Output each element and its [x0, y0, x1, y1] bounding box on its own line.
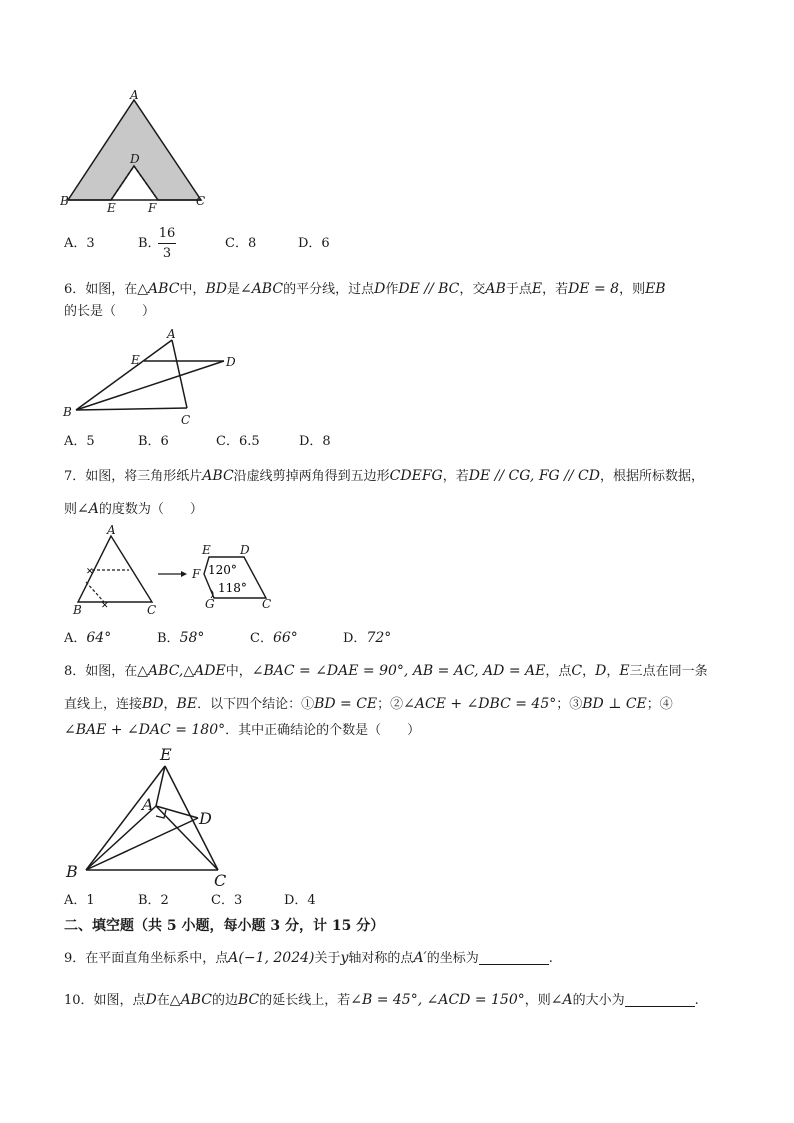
q8-stem-line3 [64, 723, 420, 737]
q10-math-bc: BC [237, 992, 260, 1008]
q6-option-a: A．5 [64, 434, 95, 449]
q7-option-value: 66° [272, 630, 298, 646]
q10-math-d: D [145, 992, 157, 1008]
q8-text: 直线上，连接 [64, 697, 143, 712]
q7-stem-line2 [64, 502, 203, 516]
q10-stem [64, 993, 699, 1007]
q7-label-g: G [205, 597, 215, 611]
q5-fraction-numerator: 16 [158, 226, 176, 241]
q7-option-letter: B． [157, 631, 180, 646]
q7-label-c2: C [262, 597, 272, 611]
q5-option-b-fraction [158, 226, 176, 261]
q7-label-f: F [192, 567, 201, 581]
q7-figure [66, 524, 280, 616]
q10-text: ，则 [524, 993, 551, 1008]
q6-label-a: A [167, 327, 176, 341]
q8-text: 中， [225, 664, 252, 679]
q8-conclusion-2: ∠ACE + ∠DBC = 45° [403, 696, 557, 712]
q5-option-a: A．3 [64, 236, 95, 251]
q9-text: 关于 [314, 951, 341, 966]
q8-label-e: E [160, 745, 172, 764]
q6-option-d: D．8 [299, 434, 331, 449]
q6-math-triangle: △ABC [137, 281, 180, 297]
q6-text: ，若 [542, 282, 569, 297]
q10-math-triangle: △ABC [169, 992, 212, 1008]
q7-option-letter: A． [64, 631, 87, 646]
q8-text: ；② [377, 697, 404, 712]
q7-option-c [250, 631, 298, 645]
q7-text: ，若 [442, 469, 469, 484]
q8-stem-line2 [64, 697, 673, 711]
q8-option-d: D．4 [284, 893, 316, 908]
q7-math-cdefg: CDEFG [389, 468, 443, 484]
q8-label-a: A [142, 795, 154, 814]
q7-angle-120: 120° [208, 563, 237, 577]
q10-answer-blank[interactable] [625, 994, 695, 1007]
q9-math-point: A(−1, 2024) [228, 950, 315, 966]
q8-stem-line1 [64, 664, 708, 678]
q8-math-condition: ∠BAC = ∠DAE = 90°, AB = AC, AD = AE [251, 663, 546, 679]
q8-conclusion-1: BD = CE [314, 696, 378, 712]
q6-stem-line1 [64, 282, 666, 296]
q6-math-d: D [374, 281, 386, 297]
q8-math-triangles: △ABC,△ADE [137, 663, 226, 679]
q5-figure [60, 88, 210, 214]
q10-text: 的延长线上，若 [259, 993, 351, 1008]
q5-label-d: D [130, 152, 140, 166]
q9-stem [64, 951, 553, 965]
q5-shaded-region [68, 100, 201, 200]
q8-text: ．其中正确结论的个数是（ ） [225, 723, 421, 738]
q7-label-e: E [202, 543, 211, 557]
q10-text: 的边 [211, 993, 238, 1008]
q7-option-value: 72° [366, 630, 392, 646]
q7-math-abc: ABC [202, 468, 234, 484]
q8-math-bd: BD [142, 696, 164, 712]
q8-label-c: C [214, 871, 227, 890]
q6-math-ab: AB [485, 281, 506, 297]
q8-text: ， [606, 664, 620, 679]
q5-fraction-bar [158, 243, 176, 244]
q6-math-eb: EB [645, 281, 666, 297]
q7-text: ，根据所标数据， [600, 469, 705, 484]
q9-answer-blank[interactable] [479, 952, 549, 965]
q6-option-c: C．6.5 [216, 434, 260, 449]
q8-text: 三点在同一条 [629, 664, 708, 679]
q6-math-angle: ∠ABC [239, 281, 284, 297]
q5-option-d: D．6 [298, 236, 330, 251]
q7-text: 7．如图，将三角形纸片 [64, 469, 203, 484]
q7-angle-118: 118° [218, 581, 247, 595]
q5-fraction-denominator: 3 [162, 246, 172, 261]
q7-stem-line1 [64, 469, 704, 483]
q7-math-condition: DE // CG, FG // CD [468, 468, 600, 484]
q7-label-c: C [147, 603, 157, 616]
q5-label-e: E [107, 201, 116, 214]
q8-text: ；④ [646, 697, 673, 712]
q6-stem-line2: 的长是（ ） [64, 304, 156, 319]
q5-option-c: C．8 [225, 236, 257, 251]
q6-option-b: B．6 [138, 434, 169, 449]
q5-label-c: C [196, 194, 206, 208]
q9-text: 的坐标为 [426, 951, 479, 966]
q5-label-b: B [60, 194, 69, 208]
q6-text: ，则 [619, 282, 646, 297]
q6-math-e: E [531, 281, 543, 297]
q7-option-value: 58° [179, 630, 205, 646]
q9-text: . [548, 951, 553, 966]
q8-math-e: E [619, 663, 630, 679]
q5-option-b-prefix: B． [138, 236, 161, 251]
q6-math-parallel: DE // BC [398, 281, 460, 297]
q7-text: 的度数为（ ） [98, 502, 203, 517]
q7-option-letter: D． [343, 631, 367, 646]
q8-math-c: C [571, 663, 583, 679]
q8-option-a: A．1 [64, 893, 95, 908]
q7-option-letter: C． [250, 631, 273, 646]
q9-text: 轴对称的点 [348, 951, 414, 966]
q8-label-d: D [199, 809, 212, 828]
q6-text: 是 [226, 282, 240, 297]
q10-text: . [694, 993, 699, 1008]
q6-label-b: B [63, 405, 72, 419]
q10-text: 的大小为 [572, 993, 625, 1008]
q8-math-be: BE [176, 696, 198, 712]
q7-option-value: 64° [86, 630, 112, 646]
q10-math-condition: ∠B = 45°, ∠ACD = 150° [350, 992, 525, 1008]
q6-text: 于点 [505, 282, 532, 297]
q7-label-b: B [73, 603, 82, 616]
q8-text: ．以下四个结论：① [197, 697, 315, 712]
q7-label-a: A [107, 524, 116, 537]
q6-text: 6．如图，在 [64, 282, 138, 297]
q8-option-b: B．2 [138, 893, 169, 908]
q8-text: ， [163, 697, 177, 712]
q10-math-angle-a: ∠A [550, 992, 573, 1008]
q5-label-a: A [130, 88, 139, 102]
q7-option-d [343, 631, 391, 645]
q7-option-b [157, 631, 204, 645]
section-heading: 二、填空题（共 5 小题，每小题 3 分，计 15 分） [64, 918, 385, 934]
q8-text: ，点 [545, 664, 572, 679]
q5-label-f: F [148, 201, 157, 214]
q7-text: 则 [64, 502, 78, 517]
q8-conclusion-3: BD ⊥ CE [582, 696, 647, 712]
q8-text: ， [582, 664, 596, 679]
q6-label-c: C [181, 413, 191, 427]
q6-text: ，交 [459, 282, 486, 297]
q8-text: 8．如图，在 [64, 664, 138, 679]
q7-math-angle-a: ∠A [77, 501, 99, 517]
q7-text: 沿虚线剪掉两角得到五边形 [233, 469, 390, 484]
q6-text: 的平分线，过点 [283, 282, 375, 297]
q6-text: 中， [179, 282, 206, 297]
q10-text: 在 [156, 993, 170, 1008]
q6-math-bd: BD [205, 281, 227, 297]
q9-text: 9．在平面直角坐标系中，点 [64, 951, 229, 966]
q7-cut-mark-icon: ✕ [101, 601, 109, 611]
q9-math-aprime: A′ [413, 950, 427, 966]
q6-math-de-eq: DE = 8 [568, 281, 620, 297]
q7-label-d: D [240, 543, 250, 557]
q8-conclusion-4: ∠BAE + ∠DAC = 180° [64, 722, 226, 738]
q7-cut-mark-icon: ✕ [86, 567, 94, 577]
q9-math-y: y [340, 950, 349, 966]
q7-option-a [64, 631, 111, 645]
q6-figure [62, 326, 242, 430]
q6-label-d: D [226, 355, 236, 369]
q8-figure [60, 740, 250, 890]
q6-label-e: E [131, 353, 140, 367]
q8-option-c: C．3 [211, 893, 243, 908]
q8-label-b: B [66, 862, 78, 881]
q8-text: ；③ [556, 697, 583, 712]
q6-text: 作 [385, 282, 399, 297]
q10-text: 10．如图，点 [64, 993, 146, 1008]
q8-math-d: D [595, 663, 607, 679]
